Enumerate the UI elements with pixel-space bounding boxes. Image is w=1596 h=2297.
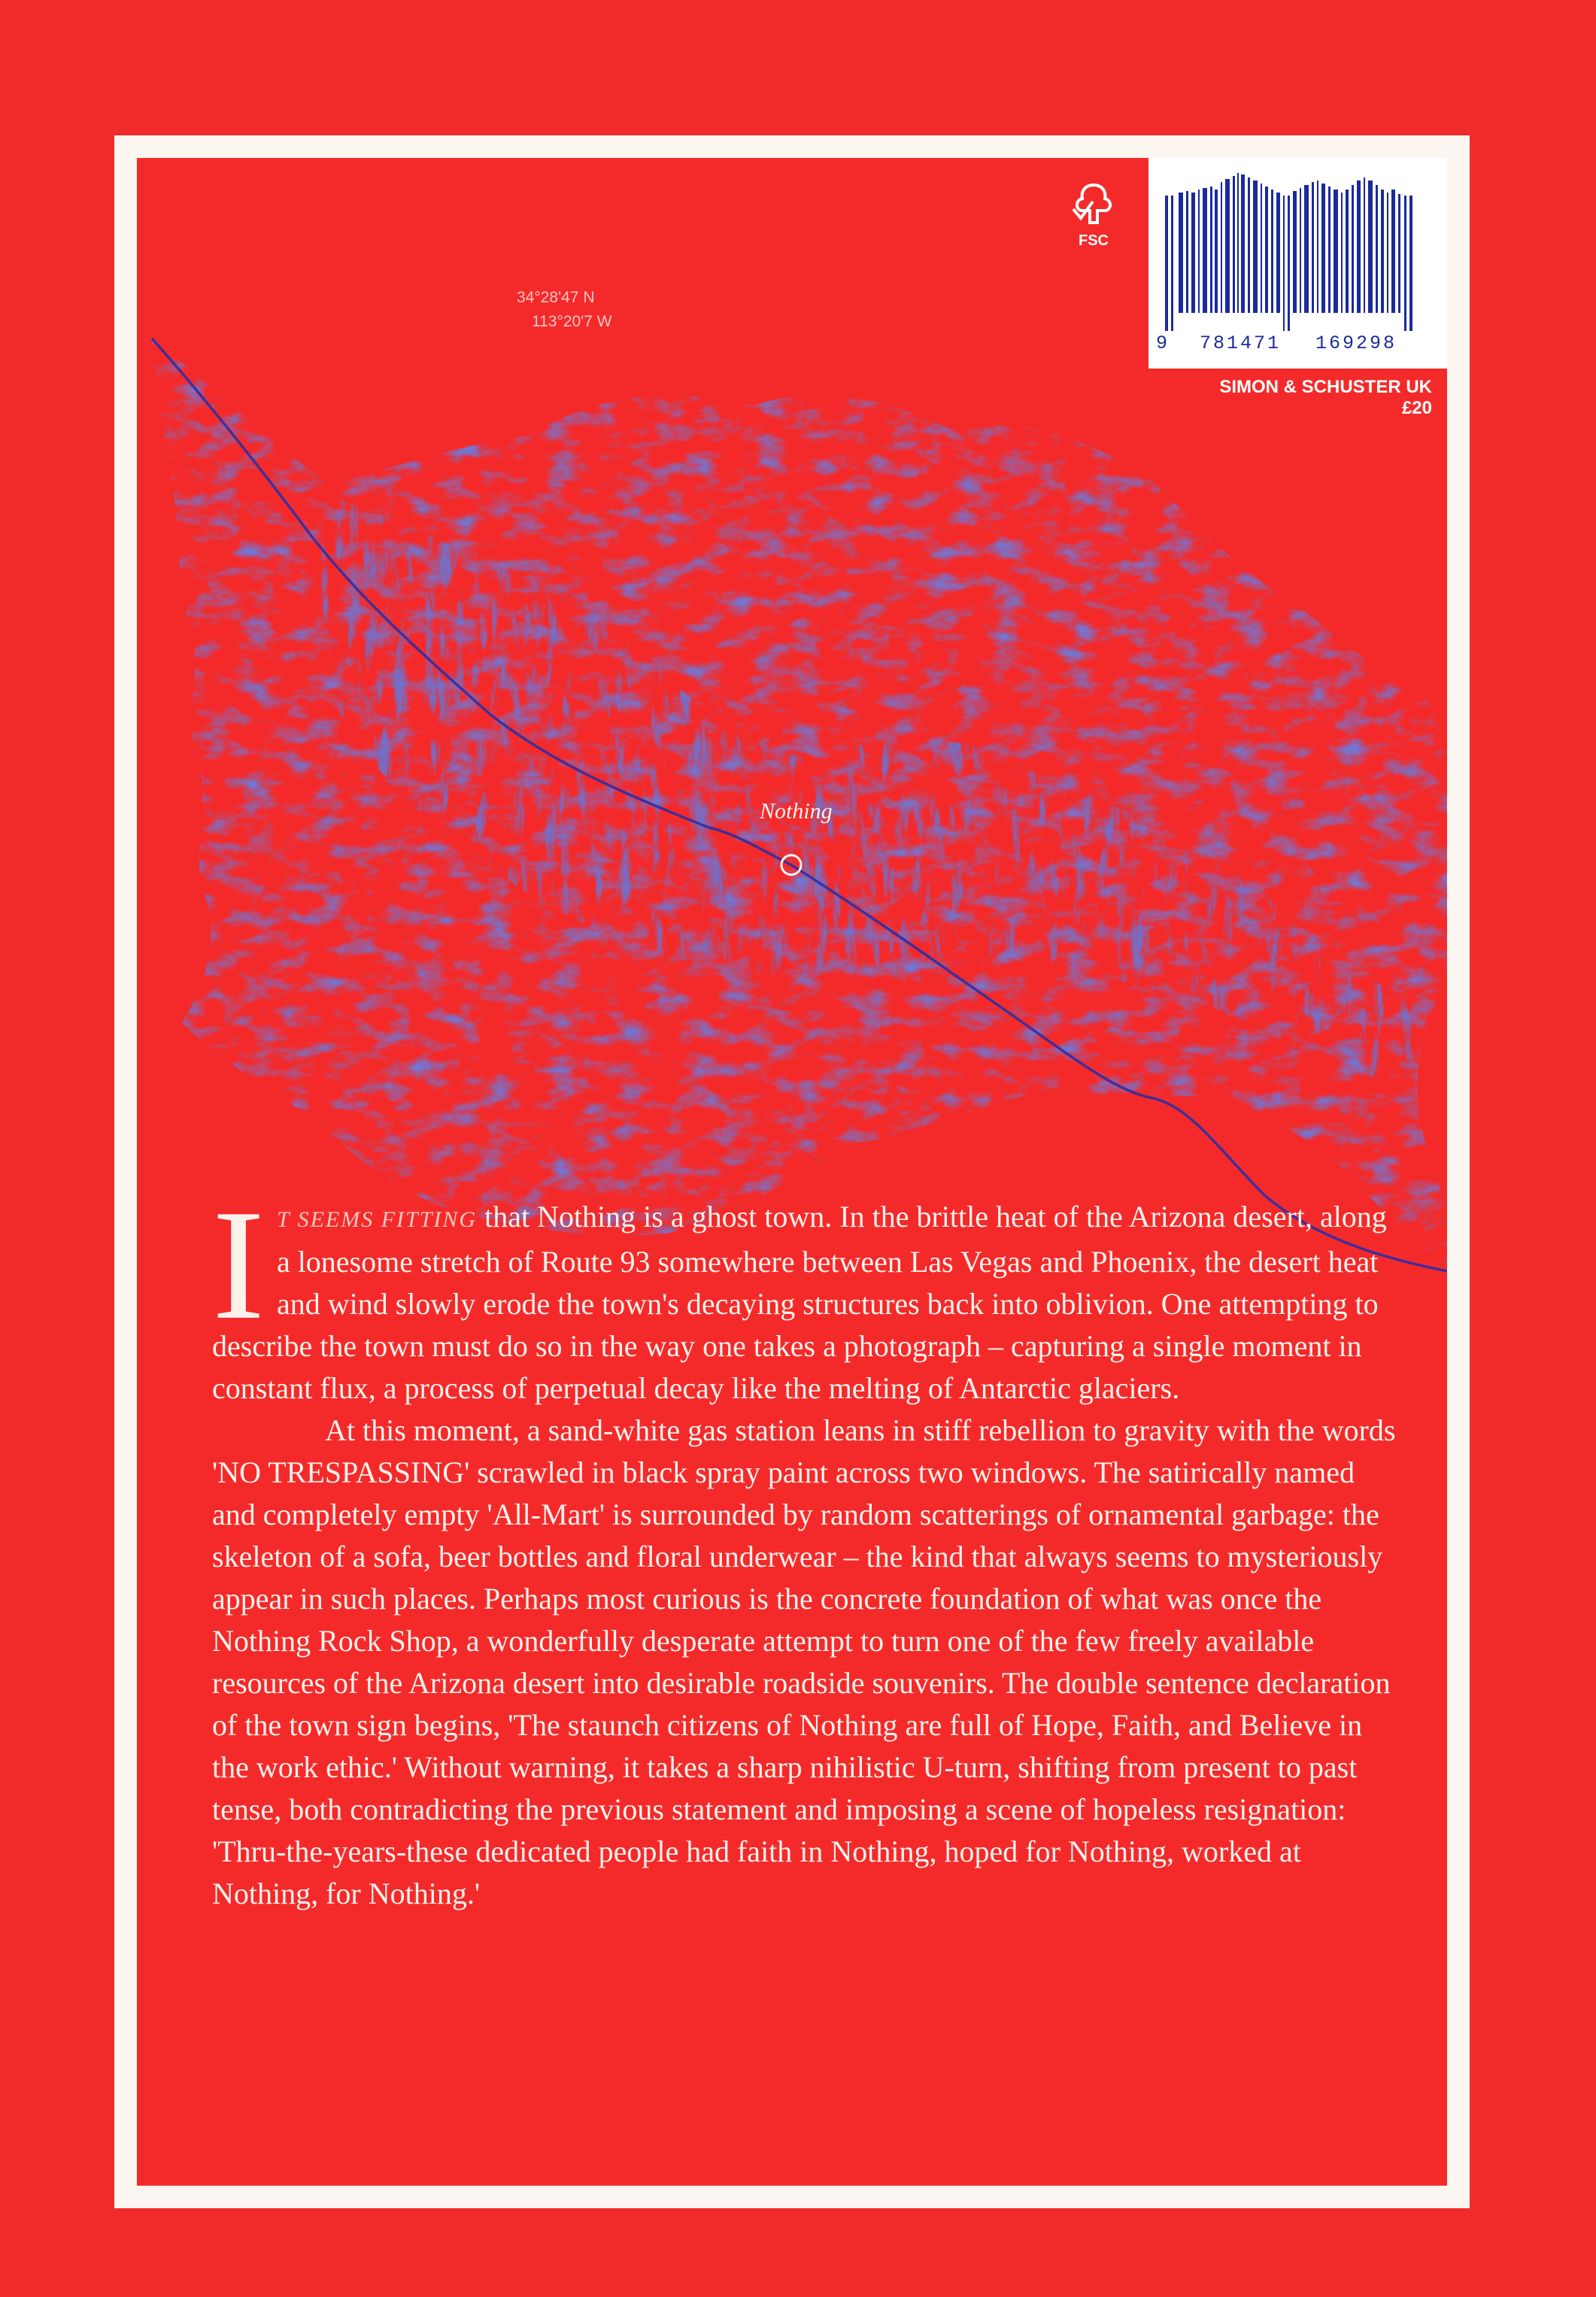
barcode-bars: [1165, 173, 1428, 331]
tree-check-icon: [1067, 179, 1120, 232]
lead-in-caps: T SEEMS FITTING: [276, 1207, 478, 1232]
publisher-block: [1219, 377, 1432, 419]
blurb-paragraph-2: At this moment, a sand-white gas station leans in stiff rebellion to gravity with the words 'NO TRESPASSING' scrawled in black spray paint across two windows. The satirically named and completely empty 'All-Mart' is surrounded by random scatterings of ornamental garbage: the skeleton of a sofa, beer bottles and floral underwear – the kind that always seems to mysteriously appear in such places. Perhaps most curious is the concrete foundation of what was once the Nothing Rock Shop, a wonderfully desperate attempt to turn one of the few freely available resources of the Arizona desert into desirable roadside souvenirs. The double sentence declaration of the town sign begins, 'The staunch citizens of Nothing are full of Hope, Faith, and Believe in the work ethic.' Without warning, it takes a sharp nihilistic U-turn, shifting from present to past tense, both contradicting the previous statement and imposing a scene of hopeless resignation: 'Thru-the-years-these dedicated people had faith in Nothing, hoped for Nothing, worked at Nothing, for Nothing.': [212, 1413, 1396, 1910]
publisher-name: SIMON & SCHUSTER UK: [1219, 377, 1432, 397]
price: £20: [1401, 398, 1432, 418]
paragraph-1-body: that Nothing is a ghost town. In the brittle heat of the Arizona desert, along a lonesome stretch of Route 93 somewhere between Las Vegas and Phoenix, the desert heat and wind slowly erode the town's decaying structures back into oblivion. One attempting to describe the town must do so in the way one takes a photograph – capturing a single moment in constant flux, a process of perpetual decay like the melting of Antarctic glaciers.: [212, 1200, 1387, 1405]
drop-cap: I: [212, 1178, 265, 1352]
longitude: 113°20'7 W: [532, 313, 612, 330]
barcode: [1148, 158, 1447, 369]
fsc-logo: [1060, 179, 1127, 250]
coordinates: [517, 286, 612, 334]
cover-frame: [114, 135, 1470, 2208]
map-label-nothing: Nothing: [760, 799, 833, 824]
latitude: 34°28'47 N: [517, 289, 595, 306]
blurb-paragraph-1: [212, 1178, 1399, 1409]
isbn-group-2: 169298: [1315, 332, 1397, 354]
fsc-label: FSC: [1079, 232, 1109, 249]
isbn-group-1: 781471: [1200, 332, 1282, 354]
isbn-prefix: 9: [1156, 332, 1170, 354]
blurb-text: [212, 1178, 1399, 1915]
